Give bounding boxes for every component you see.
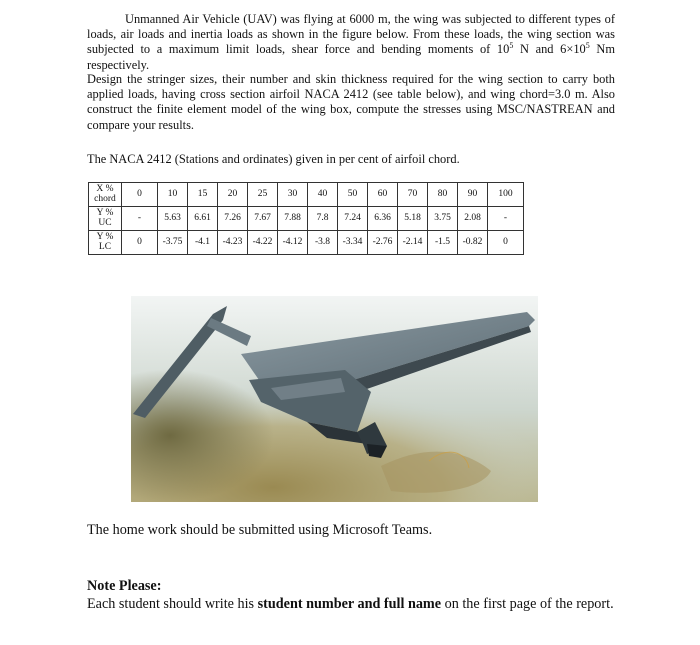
table-cell: 100	[488, 183, 524, 207]
problem-statement-paragraph	[87, 12, 615, 73]
problem-statement-end: Nm respectively.	[87, 42, 615, 72]
table-cell: 5.18	[398, 207, 428, 231]
table-cell: -1.5	[428, 231, 458, 255]
note-text-end: on the first page of the report.	[441, 596, 614, 612]
row-header-line1: Y %	[96, 207, 114, 218]
table-cell: -2.14	[398, 231, 428, 255]
table-cell: 15	[188, 183, 218, 207]
table-cell: 2.08	[458, 207, 488, 231]
table-cell: 40	[308, 183, 338, 207]
row-header-line1: Y %	[96, 231, 114, 242]
table-cell: 0	[488, 231, 524, 255]
table-cell: -4.1	[188, 231, 218, 255]
note-body	[87, 595, 627, 613]
superscript-exponent-2: 5	[585, 41, 590, 51]
table-cell: 80	[428, 183, 458, 207]
uav-illustration	[131, 296, 538, 502]
row-header-y-lc	[89, 231, 122, 255]
table-cell: 3.75	[428, 207, 458, 231]
table-cell: 6.61	[188, 207, 218, 231]
table-row-x-chord	[89, 183, 524, 207]
table-cell: 60	[368, 183, 398, 207]
row-header-line2: LC	[98, 241, 112, 252]
row-header-x	[89, 183, 122, 207]
row-header-line1: X %	[96, 183, 114, 194]
row-header-line2: chord	[94, 193, 116, 204]
table-cell: 0	[122, 231, 158, 255]
table-cell: -4.22	[248, 231, 278, 255]
table-cell: -3.8	[308, 231, 338, 255]
table-cell: 7.88	[278, 207, 308, 231]
table-row-y-lower	[89, 231, 524, 255]
table-cell: 20	[218, 183, 248, 207]
problem-statement-mid: N and 6×10	[513, 42, 586, 57]
table-cell: -2.76	[368, 231, 398, 255]
table-cell: -3.34	[338, 231, 368, 255]
superscript-exponent-1: 5	[509, 41, 514, 51]
table-cell: -4.12	[278, 231, 308, 255]
table-cell: 7.67	[248, 207, 278, 231]
table-cell: -4.23	[218, 231, 248, 255]
design-task-paragraph: Design the stringer sizes, their number and skin thickness required for the wing section to carry both applied loads, having cross section airfoil NACA 2412 (see table below), and wing chord=3.0 m. Also construct the finite element model of the wing box, compute the stresses using MSC/NASTREAN and compare your results.	[87, 72, 615, 132]
naca-2412-table	[88, 182, 524, 255]
table-cell: -0.82	[458, 231, 488, 255]
table-intro-text: The NACA 2412 (Stations and ordinates) given in per cent of airfoil chord.	[87, 152, 460, 166]
table-cell: 6.36	[368, 207, 398, 231]
submission-instruction: The home work should be submitted using Microsoft Teams.	[87, 522, 433, 538]
note-text-bold: student number and full name	[257, 596, 442, 612]
note-heading: Note Please:	[87, 578, 162, 594]
problem-statement-text: Unmanned Air Vehicle (UAV) was flying at 6000 m, the wing was subjected to different types of loads, air loads and inertia loads as shown in the figure below. From these loads, the wing section was subjected to a maximum limit loads, shear force and bending moments of 10	[87, 12, 615, 57]
table-cell: 30	[278, 183, 308, 207]
table-cell: 7.24	[338, 207, 368, 231]
table-cell: 0	[122, 183, 158, 207]
table-cell: -	[488, 207, 524, 231]
table-cell: 70	[398, 183, 428, 207]
table-cell: -3.75	[158, 231, 188, 255]
table-cell: 25	[248, 183, 278, 207]
table-cell: 5.63	[158, 207, 188, 231]
note-text-start: Each student should write his	[87, 596, 258, 612]
table-cell: 7.8	[308, 207, 338, 231]
table-cell: 90	[458, 183, 488, 207]
row-header-line2: UC	[98, 217, 112, 228]
table-row-y-upper	[89, 207, 524, 231]
table-cell: 7.26	[218, 207, 248, 231]
table-cell: 10	[158, 183, 188, 207]
row-header-y-uc	[89, 207, 122, 231]
table-cell: -	[122, 207, 158, 231]
table-cell: 50	[338, 183, 368, 207]
